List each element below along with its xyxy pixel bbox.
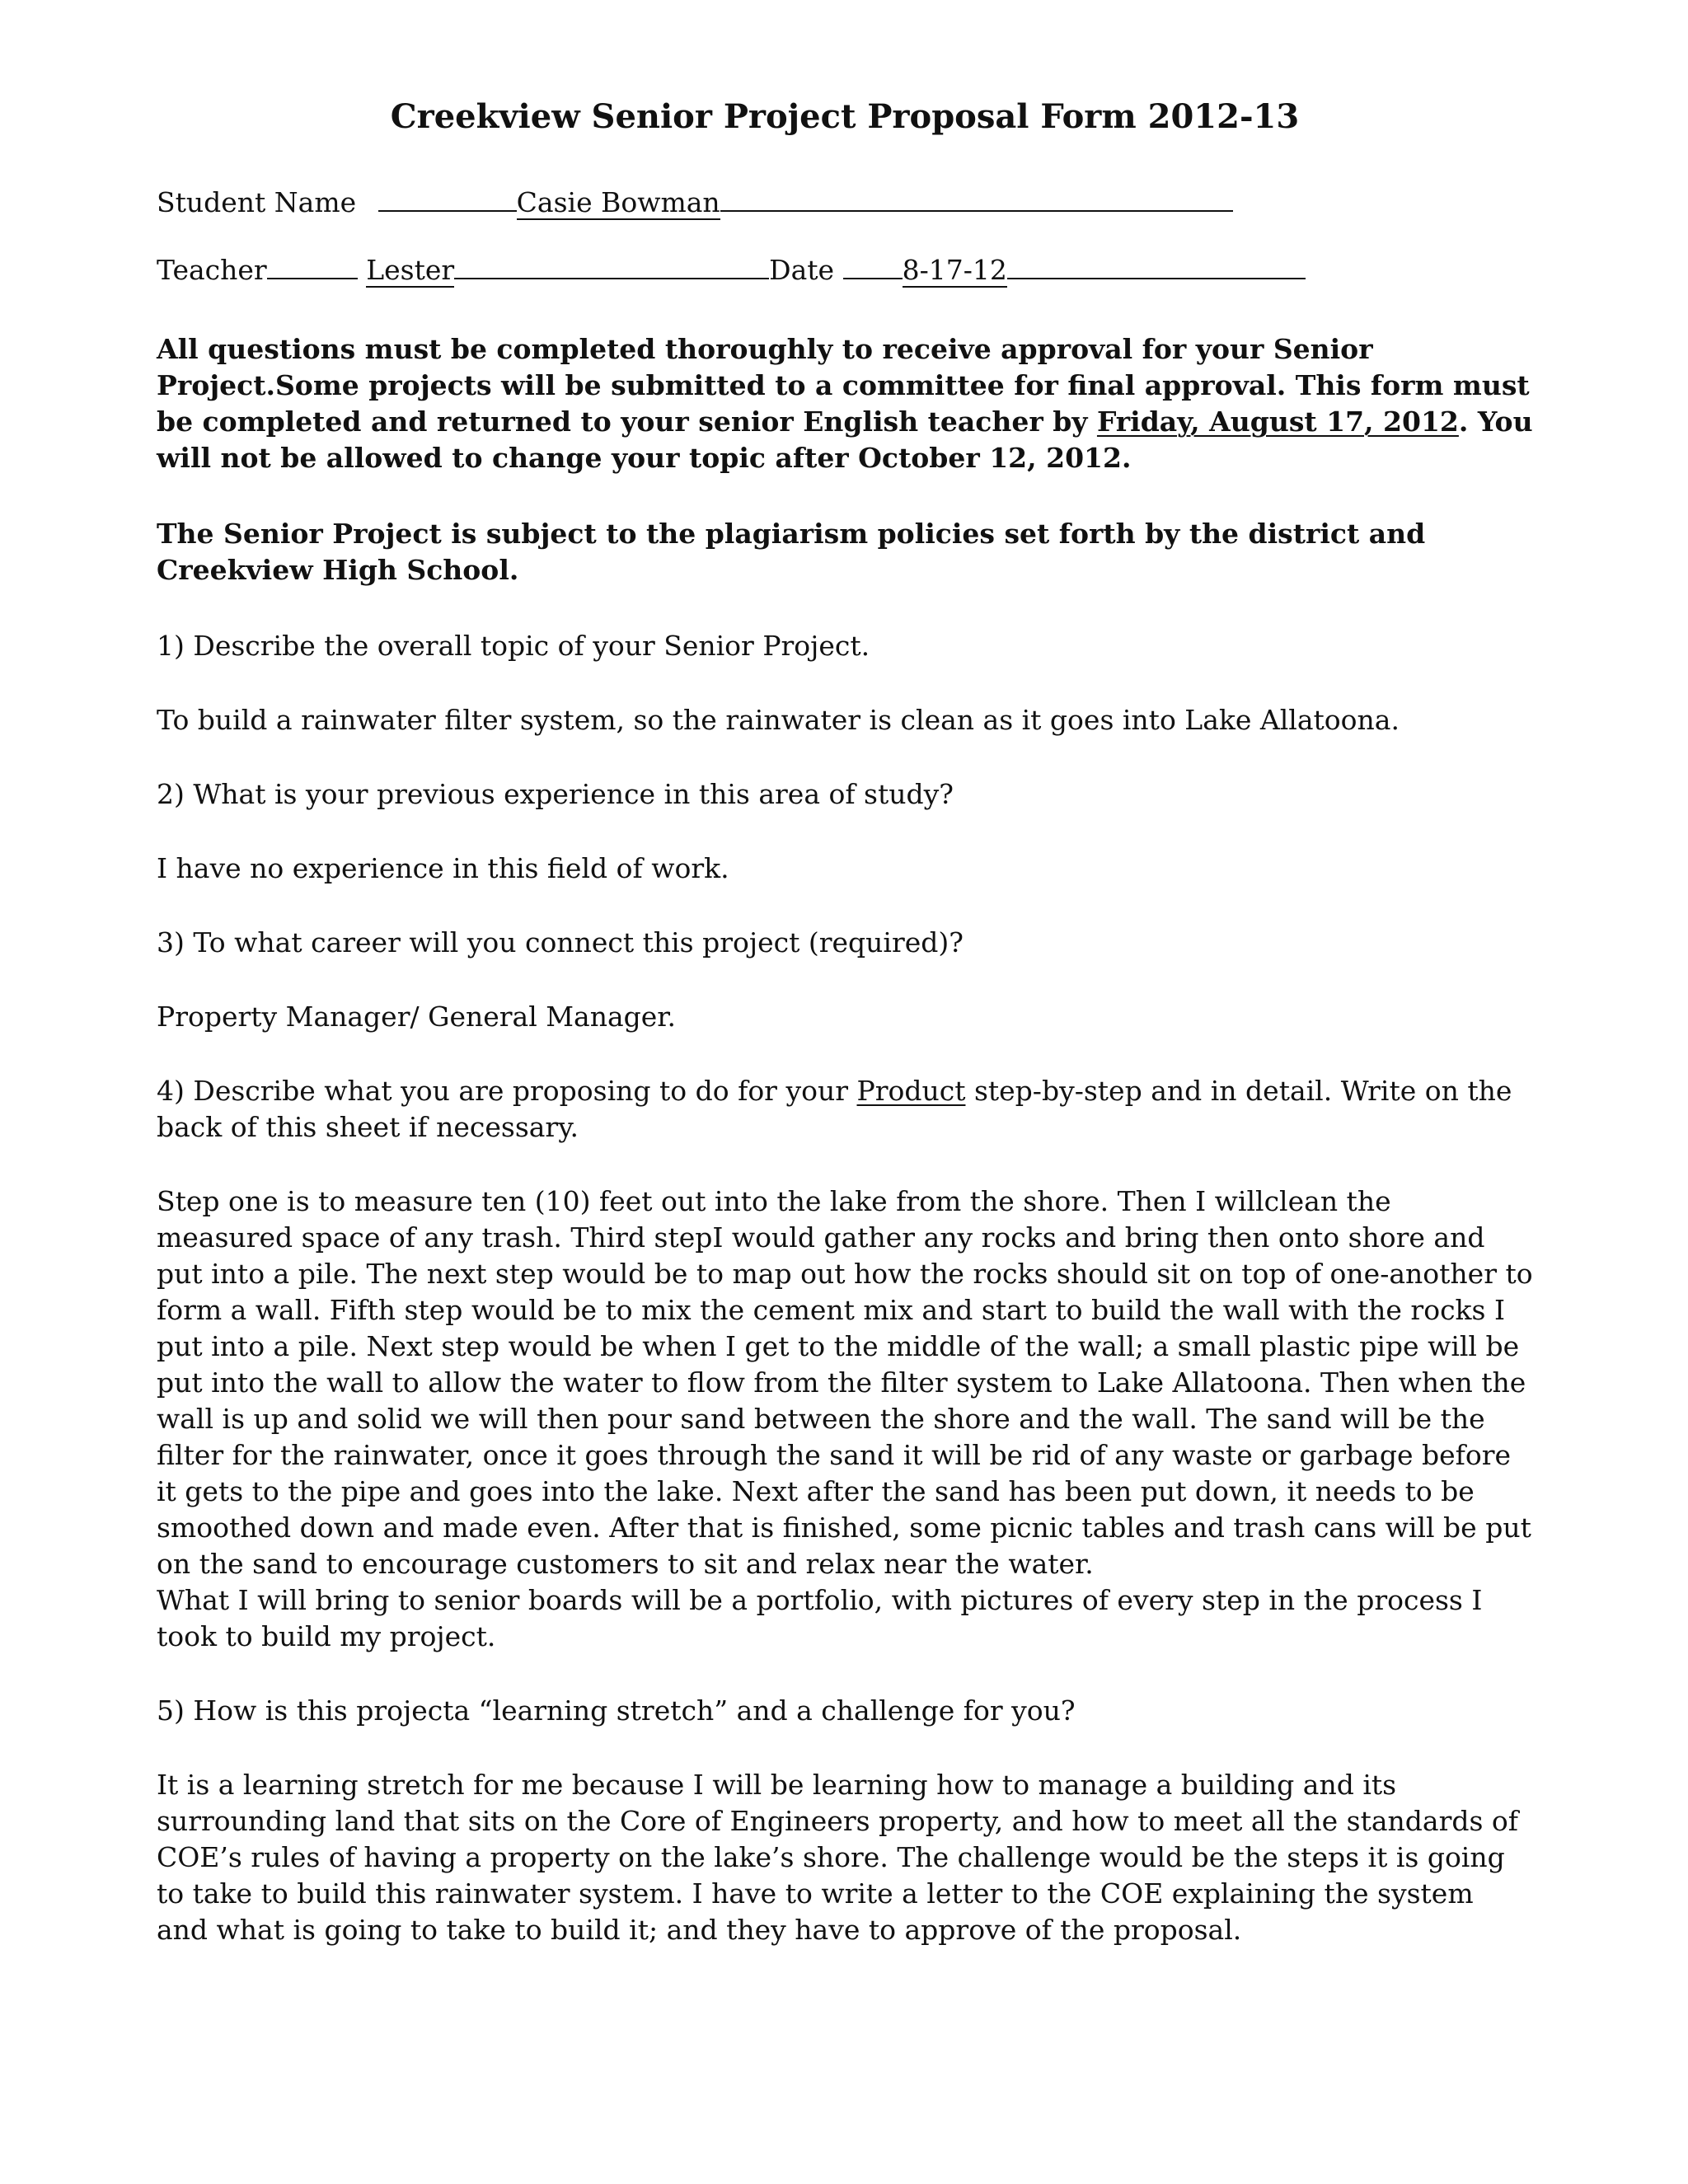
student-name-line bbox=[157, 183, 1533, 221]
date-label: Date bbox=[769, 253, 835, 286]
answer-2: I have no experience in this field of work. bbox=[157, 851, 729, 884]
teacher-value: Lester bbox=[366, 253, 455, 286]
teacher-label: Teacher bbox=[157, 253, 267, 286]
answer-4-portfolio: What I will bring to senior boards will be a portfolio, with pictures of every step in the process I took to build my project. bbox=[157, 1583, 1483, 1652]
student-name-value: Casie Bowman bbox=[516, 186, 720, 218]
teacher-blank-lead bbox=[267, 251, 358, 279]
instructions-text: All questions must be completed thoroughly to receive approval for your Senior Project.Some projects will be submitted to a committee for final approval. This form must be completed and returned to your senior English teacher by bbox=[157, 332, 1530, 438]
student-name-label: Student Name bbox=[157, 186, 357, 218]
teacher-date-line bbox=[157, 251, 1533, 288]
question-1: 1) Describe the overall topic of your Senior Project. bbox=[157, 629, 870, 662]
answer-4-steps: Step one is to measure ten (10) feet out into the lake from the shore. Then I willclean the measured space of any trash. Third stepI would gather any rocks and bring then onto shore and put into a pile. The next step would be to map out how the rocks should sit on top of one-another to form a wall. Fifth step would be to mix the cement mix and start to build the wall with the rocks I put into a pile. Next step would be when I get to the middle of the wall; a small plastic pipe will be put into the wall to allow the water to flow from the filter system to Lake Allatoona. Then when the wall is up and solid we will then pour sand between the shore and the wall. The sand will be the filter for the rainwater, once it goes through the sand it will be rid of any waste or garbage before it gets to the pipe and goes into the lake. Next after the sand has been put down, it needs to be smoothed down and made even. After that is finished, some picnic tables and trash cans will be put on the sand to encourage customers to sit and relax near the water. bbox=[157, 1184, 1533, 1580]
question-4-text: 4) Describe what you are proposing to do for your bbox=[157, 1074, 857, 1107]
product-word: Product bbox=[856, 1074, 966, 1107]
answer-3: Property Manager/ General Manager. bbox=[157, 1000, 676, 1033]
date-value: 8-17-12 bbox=[902, 253, 1007, 286]
question-4 bbox=[157, 1073, 1533, 1146]
question-4-text-end: step-by-step and in detail. Write on the back of this sheet if necessary. bbox=[157, 1074, 1512, 1143]
question-3: 3) To what career will you connect this project (required)? bbox=[157, 926, 964, 958]
proposal-form-page bbox=[157, 97, 1533, 1948]
answer-1: To build a rainwater filter system, so the rainwater is clean as it goes into Lake Allatoona. bbox=[157, 703, 1400, 736]
plagiarism-notice: The Senior Project is subject to the plagiarism policies set forth by the district and Creekview High School. bbox=[157, 517, 1426, 586]
question-5: 5) How is this projecta “learning stretch” and a challenge for you? bbox=[157, 1694, 1076, 1727]
date-blank-lead bbox=[843, 251, 903, 279]
student-name-blank-lead bbox=[378, 183, 517, 212]
teacher-blank-trail bbox=[454, 251, 769, 279]
instructions-text-end: . You will not be allowed to change your topic after October 12, 2012. bbox=[157, 405, 1533, 474]
student-name-blank-trail bbox=[720, 183, 1233, 212]
page-title: Creekview Senior Project Proposal Form 2012-13 bbox=[390, 97, 1300, 136]
answer-5: It is a learning stretch for me because I will be learning how to manage a building and its surrounding land that sits on the Core of Engineers property, and how to meet all the standards of COE’s rules of having a property on the lake’s shore. The challenge would be the steps it is going to take to build this rainwater system. I have to write a letter to the COE explaining the system and what is going to take to build it; and they have to approve of the proposal. bbox=[157, 1768, 1518, 1946]
question-2: 2) What is your previous experience in this area of study? bbox=[157, 777, 954, 810]
date-blank-trail bbox=[1007, 251, 1306, 279]
deadline-date: Friday, August 17, 2012 bbox=[1096, 405, 1459, 438]
instructions-paragraph bbox=[157, 331, 1533, 476]
